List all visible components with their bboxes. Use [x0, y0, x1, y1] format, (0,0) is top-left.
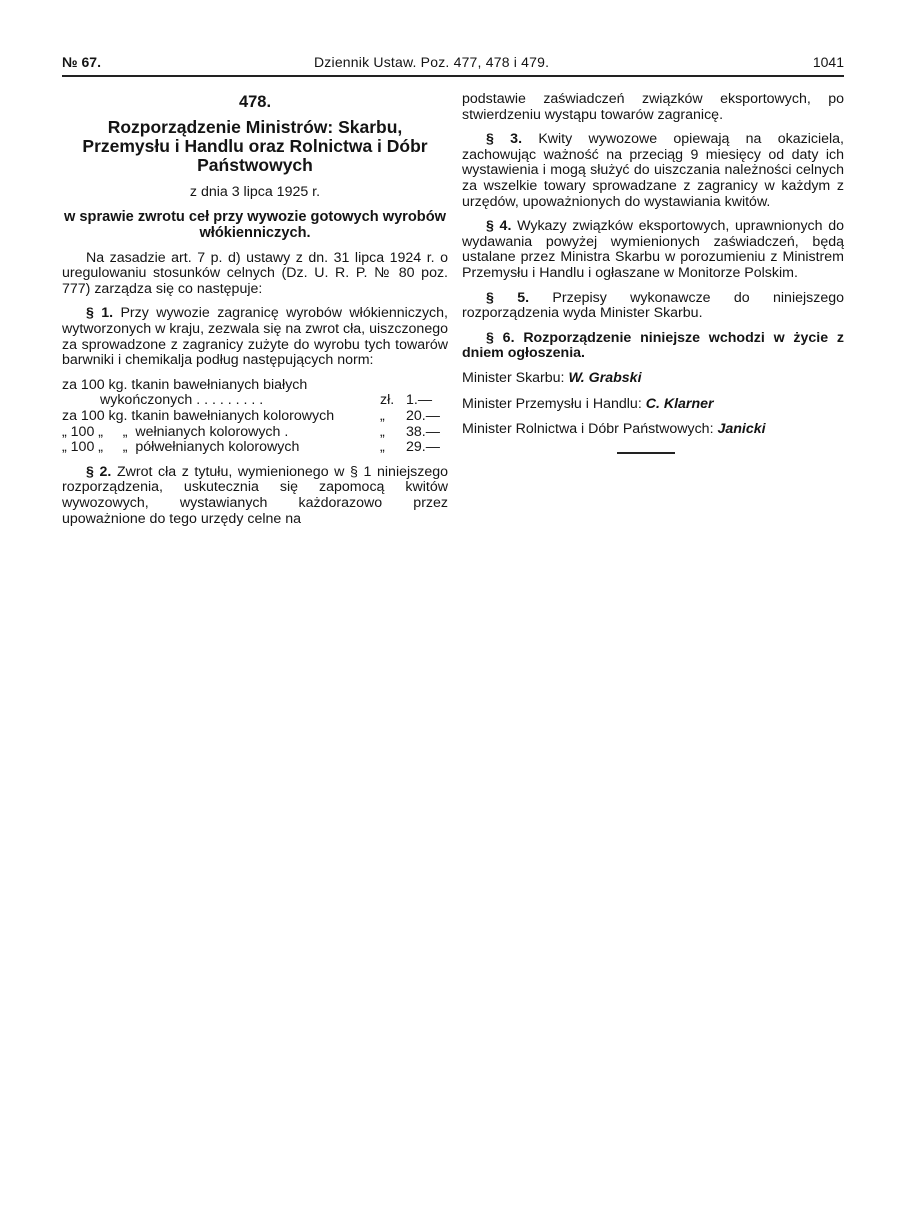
norms-intro: za 100 kg. tkanin bawełnianych białych [62, 376, 308, 393]
section-5 [462, 291, 844, 322]
section-6-label: § 6. [486, 329, 515, 346]
section-2 [62, 465, 448, 527]
issue-number: № 67. [62, 54, 101, 70]
section-6-text: Rozporządzenie niniejsze wchodzi w życie z dniem ogłoszenia. [462, 329, 844, 362]
signature-line [462, 397, 844, 413]
header-rule [62, 75, 844, 77]
norm-row [62, 409, 448, 425]
section-2-text: Zwrot cła z tytułu, wymienionego w § 1 niniejszego rozporządzenia, uskutecznia się zapomocą kwitów wywozowych, wystawianych każdorazowo przez upoważnione do tego urzędy celne na [62, 463, 448, 527]
norms-table [62, 378, 448, 456]
preamble: Na zasadzie art. 7 p. d) ustawy z dn. 31 lipca 1924 r. o uregulowaniu stosunków celnych (Dz. U. R. P. № 80 poz. 777) zarządza się co następuje: [62, 249, 448, 297]
page-number: 1041 [812, 54, 844, 70]
page-header [62, 54, 844, 76]
norm-unit: „ [380, 439, 385, 456]
journal-title: Dziennik Ustaw. Poz. 477, 478 i 479. [314, 54, 550, 70]
section-3-text: Kwity wywozowe opiewają na okaziciela, zachowując ważność na przeciąg 9 miesięcy od daty ich wystawienia i mogą służyć do uiszczania należności celnych za wszelkie towary sprowadzane z zagranicy w każdym z urzędów, upoważnionych do wystawiania kwitów. [462, 131, 844, 210]
norm-value: 38.— [406, 423, 440, 440]
norm-row [62, 393, 448, 409]
section-1-label: § 1. [86, 305, 114, 322]
section-1 [62, 306, 448, 368]
act-subject: w sprawie zwrotu ceł przy wywozie gotowych wyrobów włókienniczych. [64, 208, 446, 241]
section-4 [462, 219, 844, 281]
signature-name: Janicki [717, 421, 766, 438]
signature-role: Minister Rolnictwa i Dóbr Państwowych: [462, 421, 714, 438]
section-2-continuation: podstawie zaświadczeń związków eksportowych, po stwierdzeniu wystąpu towarów zagranicę. [462, 91, 844, 123]
norm-value: 29.— [406, 439, 440, 456]
section-5-text: Przepisy wykonawcze do niniejszego rozporządzenia wyda Minister Skarbu. [462, 289, 844, 322]
section-1-text: Przy wywozie zagranicę wyrobów włókienniczych, wytworzonych w kraju, zezwala się na zwrot cła, uiszczonego za sprowadzone z zagranicy zużyte do wyrobu tych towarów barwniki i chemikalja podług następujących norm: [62, 305, 448, 369]
norm-unit: „ [380, 407, 385, 424]
norm-value: 1.— [406, 392, 433, 409]
norm-label: „ 100 „ „ wełnianych kolorowych . [62, 423, 289, 440]
norm-unit: zł. [380, 392, 395, 409]
norm-label: wykończonych . . . . . . . . . [100, 392, 264, 409]
signature-name: W. Grabski [568, 369, 642, 386]
act-date: z dnia 3 lipca 1925 r. [189, 184, 321, 200]
norms-intro-row [62, 378, 448, 394]
left-column [62, 92, 448, 536]
norm-label: „ 100 „ „ półwełnianych kolorowych [62, 439, 300, 456]
signature-line [462, 422, 844, 438]
norm-label: za 100 kg. tkanin bawełnianych kolorowych [62, 407, 335, 424]
act-title: Rozporządzenie Ministrów: Skarbu, Przemysłu i Handlu oraz Rolnictwa i Dóbr Państwowych [82, 117, 428, 175]
signature-line [462, 371, 844, 387]
signature-role: Minister Przemysłu i Handlu: [462, 395, 642, 412]
section-6 [462, 331, 844, 362]
section-5-label: § 5. [486, 289, 530, 306]
act-number: 478. [238, 93, 272, 111]
norm-value: 20.— [406, 407, 440, 424]
section-4-label: § 4. [486, 218, 512, 235]
right-column [462, 92, 844, 454]
section-4-text: Wykazy związków eksportowych, uprawnionych do wydawania powyżej wymienionych zaświadczeń, będą ustalane przez Ministra Skarbu w porozumieniu z Ministrem Przemysłu i Handlu i ogłaszane w Monitorze Polskim. [462, 218, 844, 281]
norm-unit: „ [380, 423, 385, 440]
norm-row [62, 425, 448, 441]
closing-rule [617, 452, 675, 454]
section-2-label: § 2. [86, 463, 112, 480]
section-3 [462, 132, 844, 210]
section-3-label: § 3. [486, 131, 523, 148]
signature-role: Minister Skarbu: [462, 369, 565, 386]
norm-row [62, 440, 448, 456]
signature-name: C. Klarner [645, 395, 714, 412]
